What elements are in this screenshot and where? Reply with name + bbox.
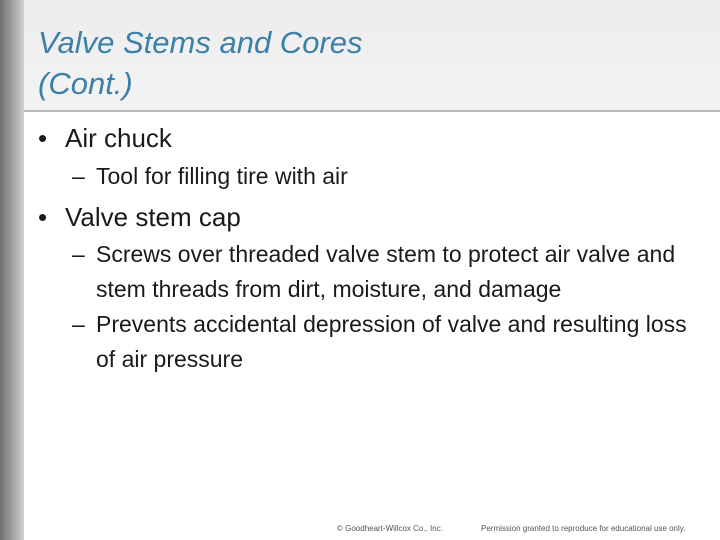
bullet-text: Valve stem cap (65, 202, 241, 232)
bullet-marker: • (38, 123, 48, 153)
footer-copyright: © Goodheart-Willcox Co., Inc. (337, 524, 443, 533)
bullet-item-air-chuck (38, 120, 708, 156)
slide-title-line-2: (Cont.) (38, 66, 133, 101)
dash-marker: – (72, 163, 85, 189)
sub-bullet-item (38, 159, 708, 194)
sub-bullet-text: Screws over threaded valve stem to protect air valve and stem threads from dirt, moisture, and damage (96, 241, 676, 302)
left-decorative-bar (0, 0, 24, 540)
footer-permission: Permission granted to reproduce for educational use only. (481, 524, 686, 533)
sub-bullet-item (38, 237, 708, 307)
dash-marker: – (72, 311, 85, 337)
bullet-item-valve-stem-cap (38, 199, 708, 235)
slide-content (38, 120, 708, 377)
sub-bullet-item (38, 307, 708, 377)
bullet-marker: • (38, 202, 48, 232)
bullet-text: Air chuck (65, 123, 172, 153)
sub-bullet-text: Prevents accidental depression of valve and resulting loss of air pressure (96, 311, 687, 372)
slide-title-line-1: Valve Stems and Cores (38, 25, 363, 60)
dash-marker: – (72, 241, 85, 267)
sub-bullet-text: Tool for filling tire with air (96, 163, 348, 189)
slide-title (38, 22, 363, 104)
